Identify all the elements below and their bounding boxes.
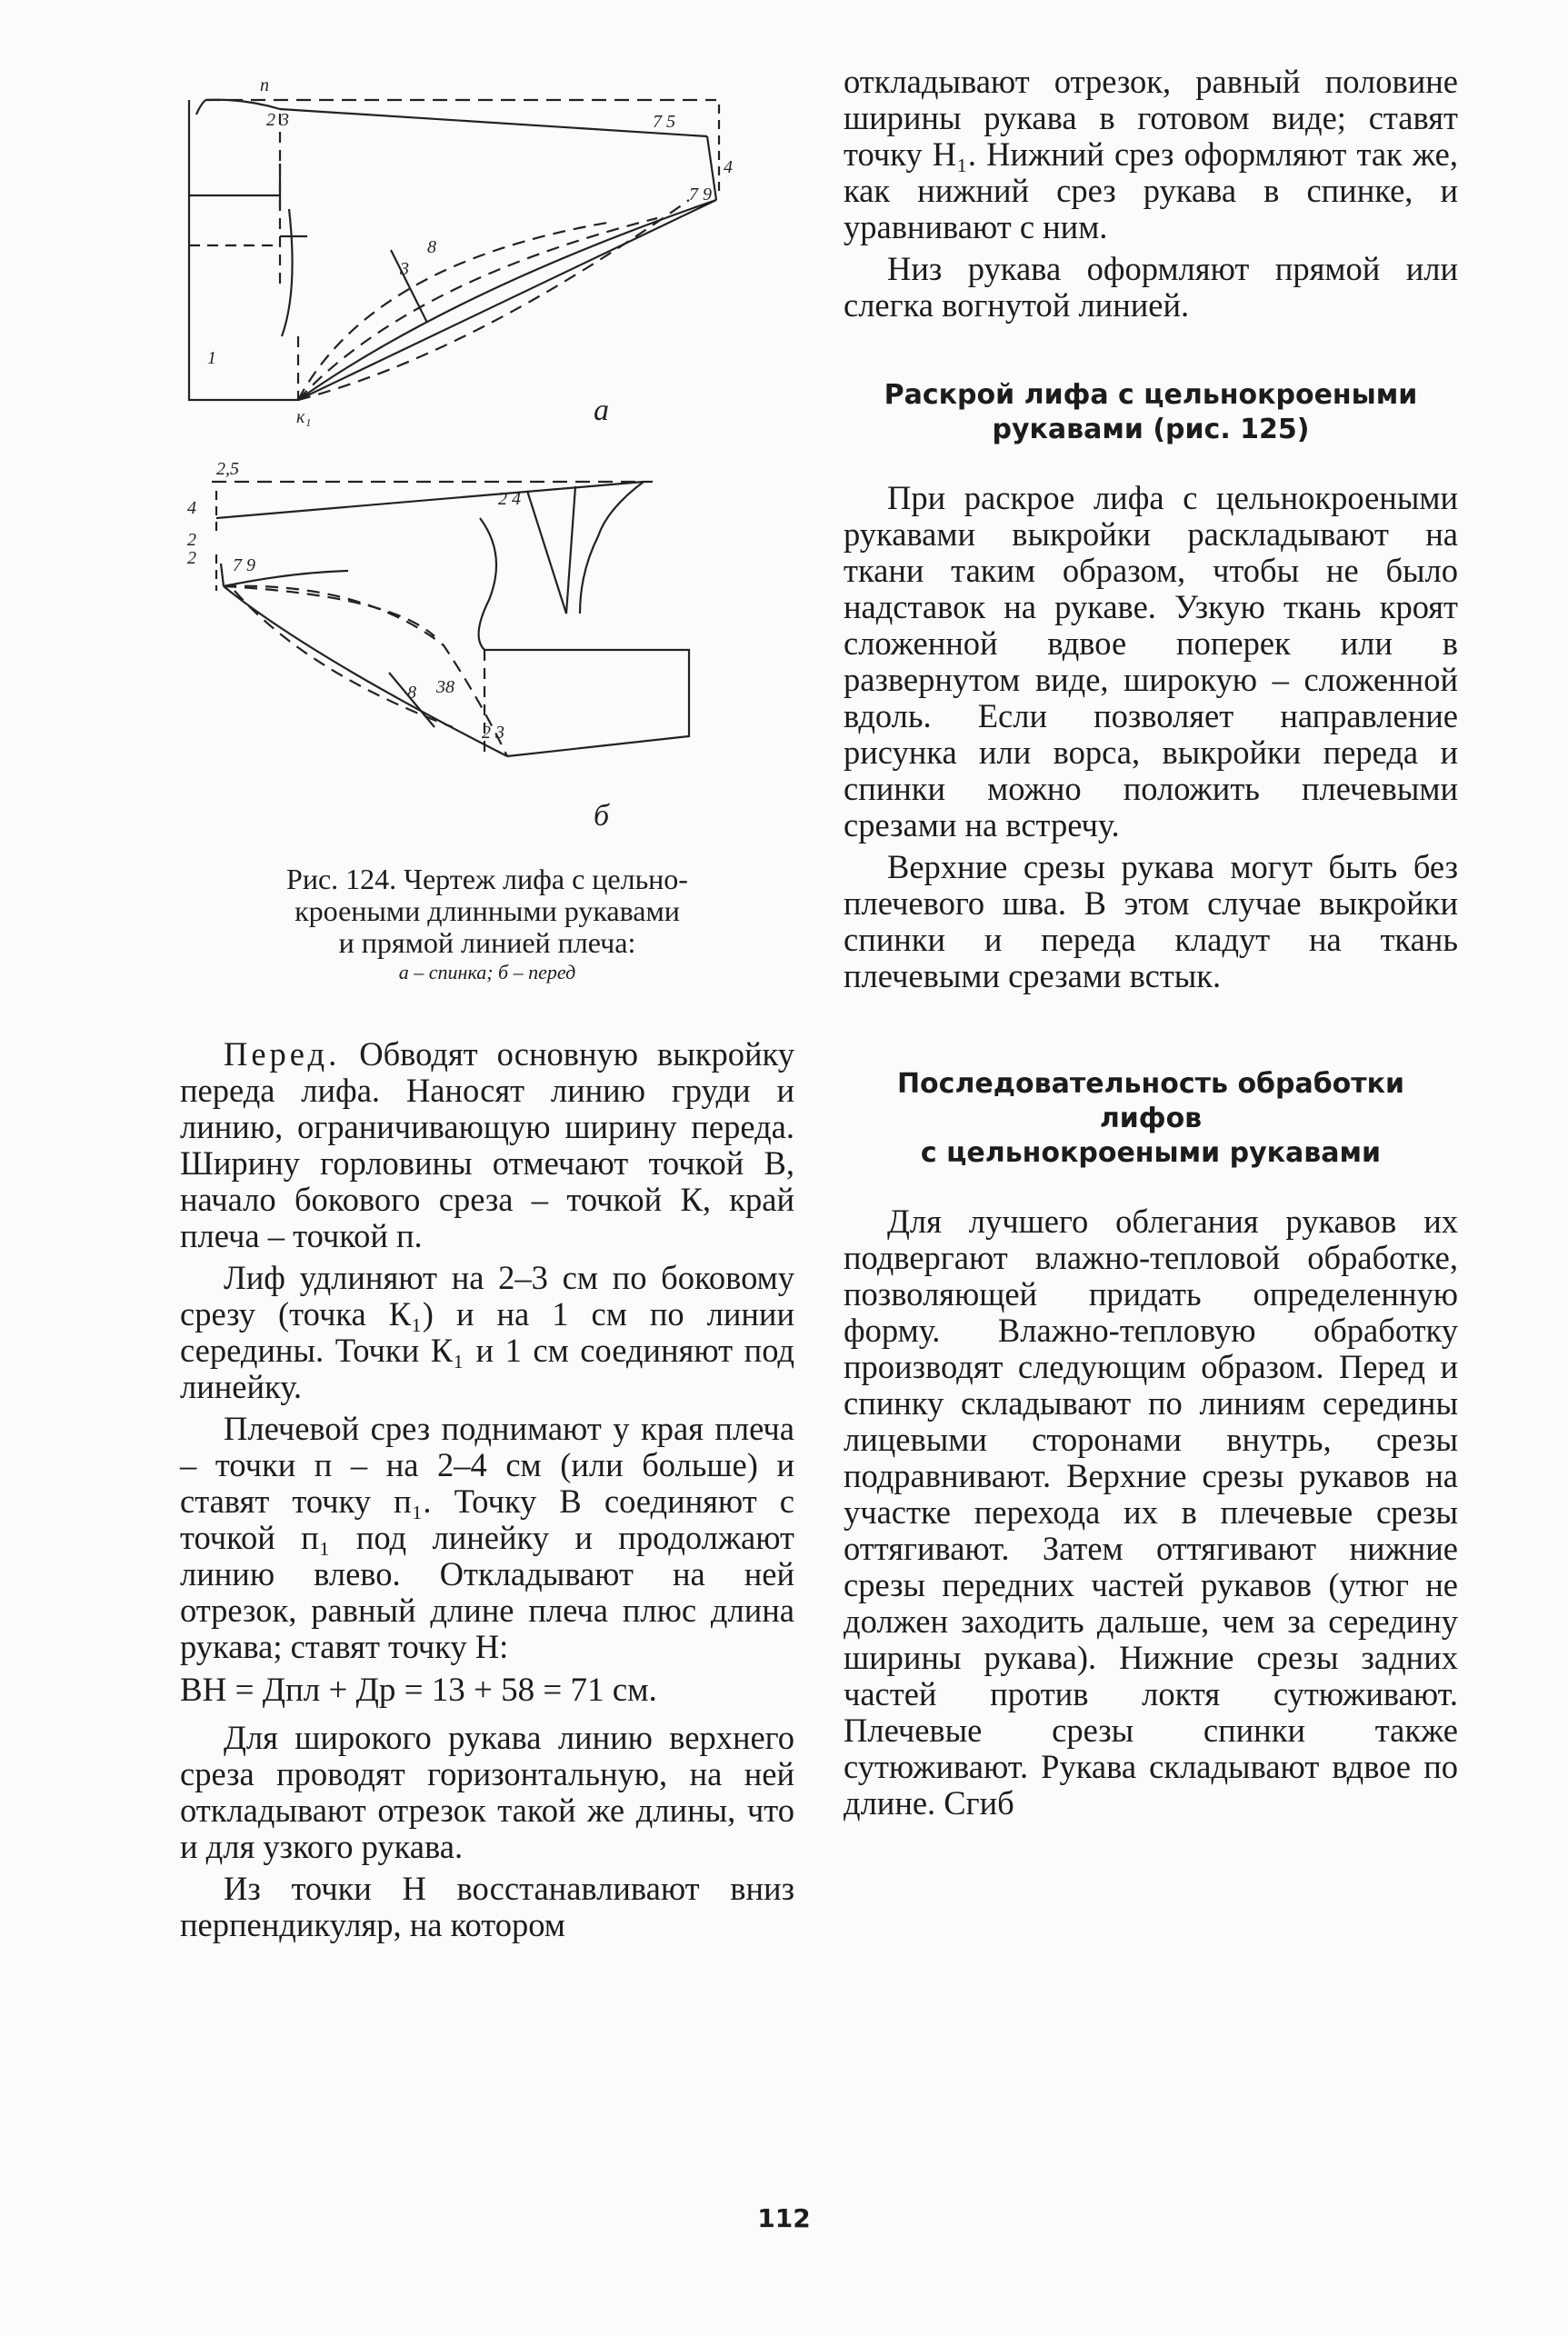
paragraph: Для широкого рукава линию верхнего среза проводят горизонтальную, на ней откладывают отрезок такой же длины, что и для узкого рукава. [180,1719,794,1865]
figure-caption [180,864,794,986]
svg-text:2 4: 2 4 [498,489,521,509]
svg-text:к₁: к₁ [296,407,312,427]
heading-line: рукавами (рис. 125) [992,414,1310,445]
svg-text:7 5: 7 5 [653,112,675,132]
paragraph [180,1036,794,1254]
heading-line: Последовательность обработки [896,1068,1405,1100]
caption-line: и прямой линией плеча: [338,926,636,959]
svg-text:4: 4 [187,498,196,518]
svg-text:2 3: 2 3 [266,110,289,130]
svg-text:7 9: 7 9 [689,185,712,205]
svg-text:7 9: 7 9 [233,555,255,575]
svg-text:п: п [260,75,269,95]
caption-sub: а – спинка; б – перед [398,961,576,983]
svg-text:2,5: 2,5 [216,459,239,479]
heading-line: с цельнокроеными рукавами [920,1137,1382,1169]
paragraph: Плечевой срез поднимают у края плеча – точки п – на 2–4 см (или больше) и ставят точку п₁. Точку В соединяют с точкой п₁ под линейку и продолжают линию влево. Откладывают на ней отрезок, равный длине плеча плюс длина рукава; ставят точку Н: [180,1410,794,1665]
back-body-outline [189,100,298,400]
paragraph: Из точки Н восстанавливают вниз перпендикуляр, на котором [180,1870,794,1943]
paragraph: Низ рукава оформляют прямой или слегка вогнутой линией. [844,250,1458,324]
paragraph: Для лучшего облегания рукавов их подвергают влажно-тепловой обработке, позволяющей придать определенную форму. Влажно-тепловую обработку производят следующим образом. Перед и спинку складывают по линиям середины лицевыми сторонами внутрь, срезы подравнивают. Верхние срезы рукавов на участке перехода их в плечевые срезы оттягивают. Затем оттягивают нижние срезы передних частей рукавов (утюг не должен заходить дальше, чем за середину ширины рукава). Нижние срезы задних частей против локтя сутюживают. Плечевые срезы спинки также сутюживают. Рукава складывают вдвое по длине. Сгиб [844,1203,1458,1822]
left-column [180,1036,794,1943]
svg-text:2: 2 [187,530,196,550]
svg-text:8: 8 [427,237,436,257]
figure-b-label: б [594,799,610,833]
figure-front-drawing [180,454,780,836]
front-body-outline [484,650,689,756]
paragraph-text: Обводят основную выкройку переда лифа. Наносят линию груди и линию, ограничивающую ширину переда. Ширину горловины отмечают точкой В, начало бокового среза – точкой К, край плеча – точкой п. [180,1035,794,1254]
svg-text:1: 1 [207,348,216,368]
right-column [844,64,1458,1822]
svg-text:2 3: 2 3 [482,723,504,743]
heading-line: лифов [1099,1103,1203,1134]
svg-text:3: 3 [400,259,409,279]
figure-back-drawing [180,64,780,445]
figure-a-label: а [594,394,609,427]
section-heading [844,1067,1458,1171]
caption-line: Рис. 124. Чертеж лифа с цельно- [286,863,688,895]
paragraph: откладывают отрезок, равный половине ширины рукава в готовом виде; ставят точку Н₁. Нижний срез оформляют так же, как нижний срез рукава в спинке, и уравнивают с ним. [844,63,1458,245]
front-shoulder [216,482,644,518]
heading-line: Раскрой лифа с цельнокроеными [884,379,1418,411]
paragraph: Верхние срезы рукава могут быть без плечевого шва. В этом случае выкройки спинки и переда кладут на ткань плечевыми срезами встык. [844,848,1458,994]
page-number: 112 [757,2203,811,2233]
svg-text:8: 8 [407,683,416,703]
svg-text:38: 38 [436,677,454,697]
caption-line: кроеными длинными рукавами [295,894,680,927]
svg-text:4: 4 [724,157,733,177]
svg-text:2: 2 [187,548,196,568]
paragraph: Лиф удлиняют на 2–3 см по боковому срезу (точка К₁) и на 1 см по линии середины. Точки К₁ и 1 см соединяют под линейку. [180,1259,794,1405]
paragraph: При раскрое лифа с цельнокроеными рукавами выкройки раскладывают на ткани таким образом, чтобы не было надставок на рукаве. Узкую ткань кроят сложенной вдвое поперек или в развернутом виде, широкую – сложенной вдоль. Если позволяет направление рисунка или ворса, выкройки переда и спинки можно положить плечевыми срезами на встречу. [844,479,1458,844]
section-heading [844,378,1458,447]
formula: ВН = Дпл + Др = 13 + 58 = 71 см. [180,1672,657,1709]
paragraph-lead: Перед. [224,1035,341,1073]
